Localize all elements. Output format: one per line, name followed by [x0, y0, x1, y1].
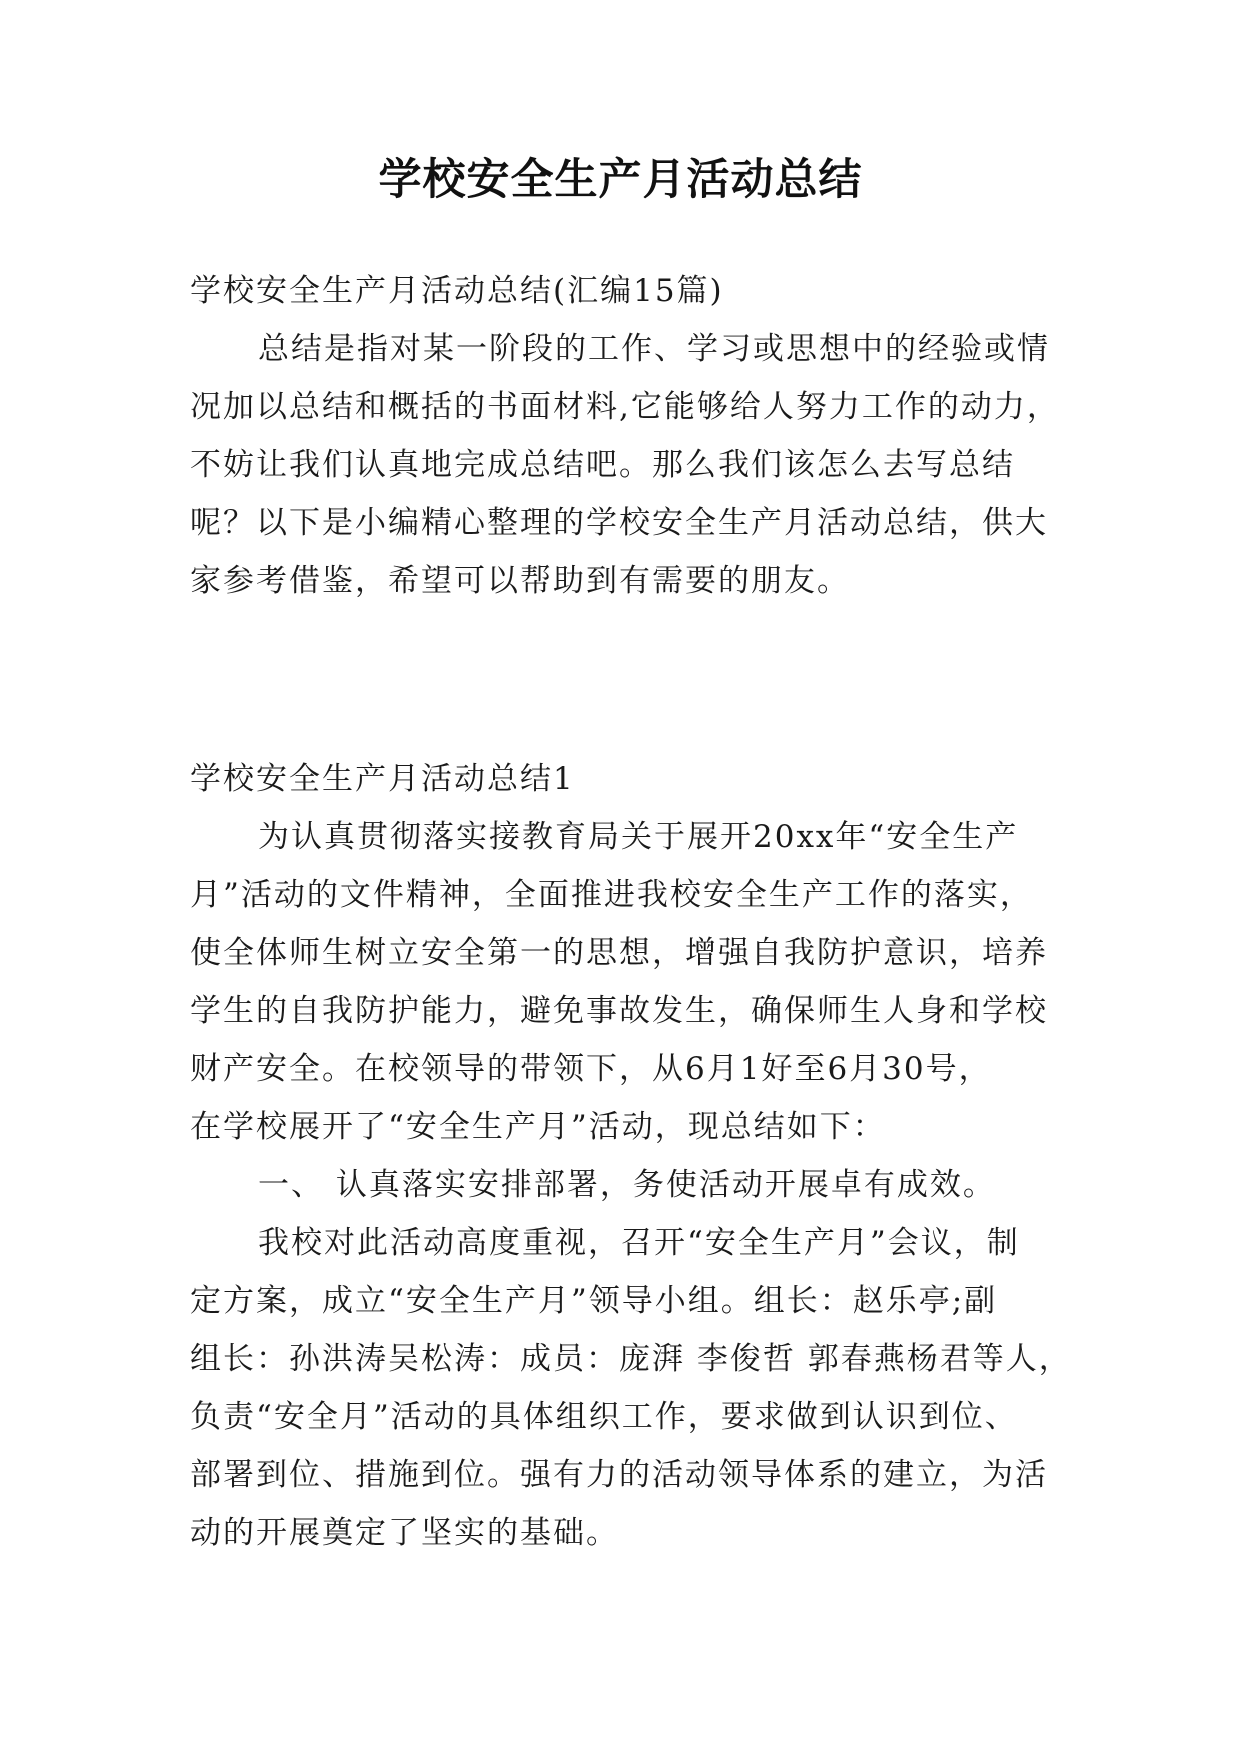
- paragraph-line: 负责“安全月”活动的具体组织工作，要求做到认识到位、: [190, 1399, 1018, 1435]
- intro-line: 家参考借鉴，希望可以帮助到有需要的朋友。: [190, 563, 850, 599]
- intro-line: 呢？以下是小编精心整理的学校安全生产月活动总结，供大: [190, 505, 1048, 541]
- section-heading: 学校安全生产月活动总结1: [190, 761, 575, 797]
- paragraph-line: 学生的自我防护能力，避免事故发生，确保师生人身和学校: [190, 993, 1048, 1029]
- intro-line: 不妨让我们认真地完成总结吧。那么我们该怎么去写总结: [190, 447, 1015, 483]
- paragraph-line: 组长：孙洪涛吴松涛：成员：庞湃 李俊哲 郭春燕杨君等人，: [190, 1341, 1072, 1377]
- document-subtitle: 学校安全生产月活动总结(汇编15篇): [190, 273, 724, 309]
- intro-line: 况加以总结和概括的书面材料,它能够给人努力工作的动力，: [190, 389, 1060, 425]
- paragraph-line: 动的开展奠定了坚实的基础。: [190, 1515, 619, 1551]
- section-paragraph: [190, 1214, 1072, 1562]
- paragraph-line: 月”活动的文件精神，全面推进我校安全生产工作的落实，: [190, 877, 1033, 913]
- intro-line: 总结是指对某一阶段的工作、学习或思想中的经验或情: [258, 331, 1050, 367]
- intro-paragraph: [190, 320, 1060, 610]
- paragraph-line: 定方案，成立“安全生产月”领导小组。组长：赵乐亭;副: [190, 1283, 998, 1319]
- document-title: 学校安全生产月活动总结: [378, 155, 863, 205]
- document-body: [190, 262, 1072, 1562]
- paragraph-line: 在学校展开了“安全生产月”活动，现总结如下：: [190, 1109, 886, 1145]
- section-paragraph: [190, 808, 1060, 1156]
- paragraph-line: 财产安全。在校领导的带领下，从6月1好至6月30号，: [190, 1051, 992, 1087]
- paragraph-line: 我校对此活动高度重视，召开“安全生产月”会议，制: [258, 1225, 1020, 1261]
- paragraph-line: 部署到位、措施到位。强有力的活动领导体系的建立，为活: [190, 1457, 1048, 1493]
- paragraph-line: 使全体师生树立安全第一的思想，增强自我防护意识，培养: [190, 935, 1048, 971]
- paragraph-line: 为认真贯彻落实接教育局关于展开20xx年“安全生产: [258, 819, 1019, 855]
- section-point-heading: 一、 认真落实安排部署，务使活动开展卓有成效。: [258, 1167, 996, 1203]
